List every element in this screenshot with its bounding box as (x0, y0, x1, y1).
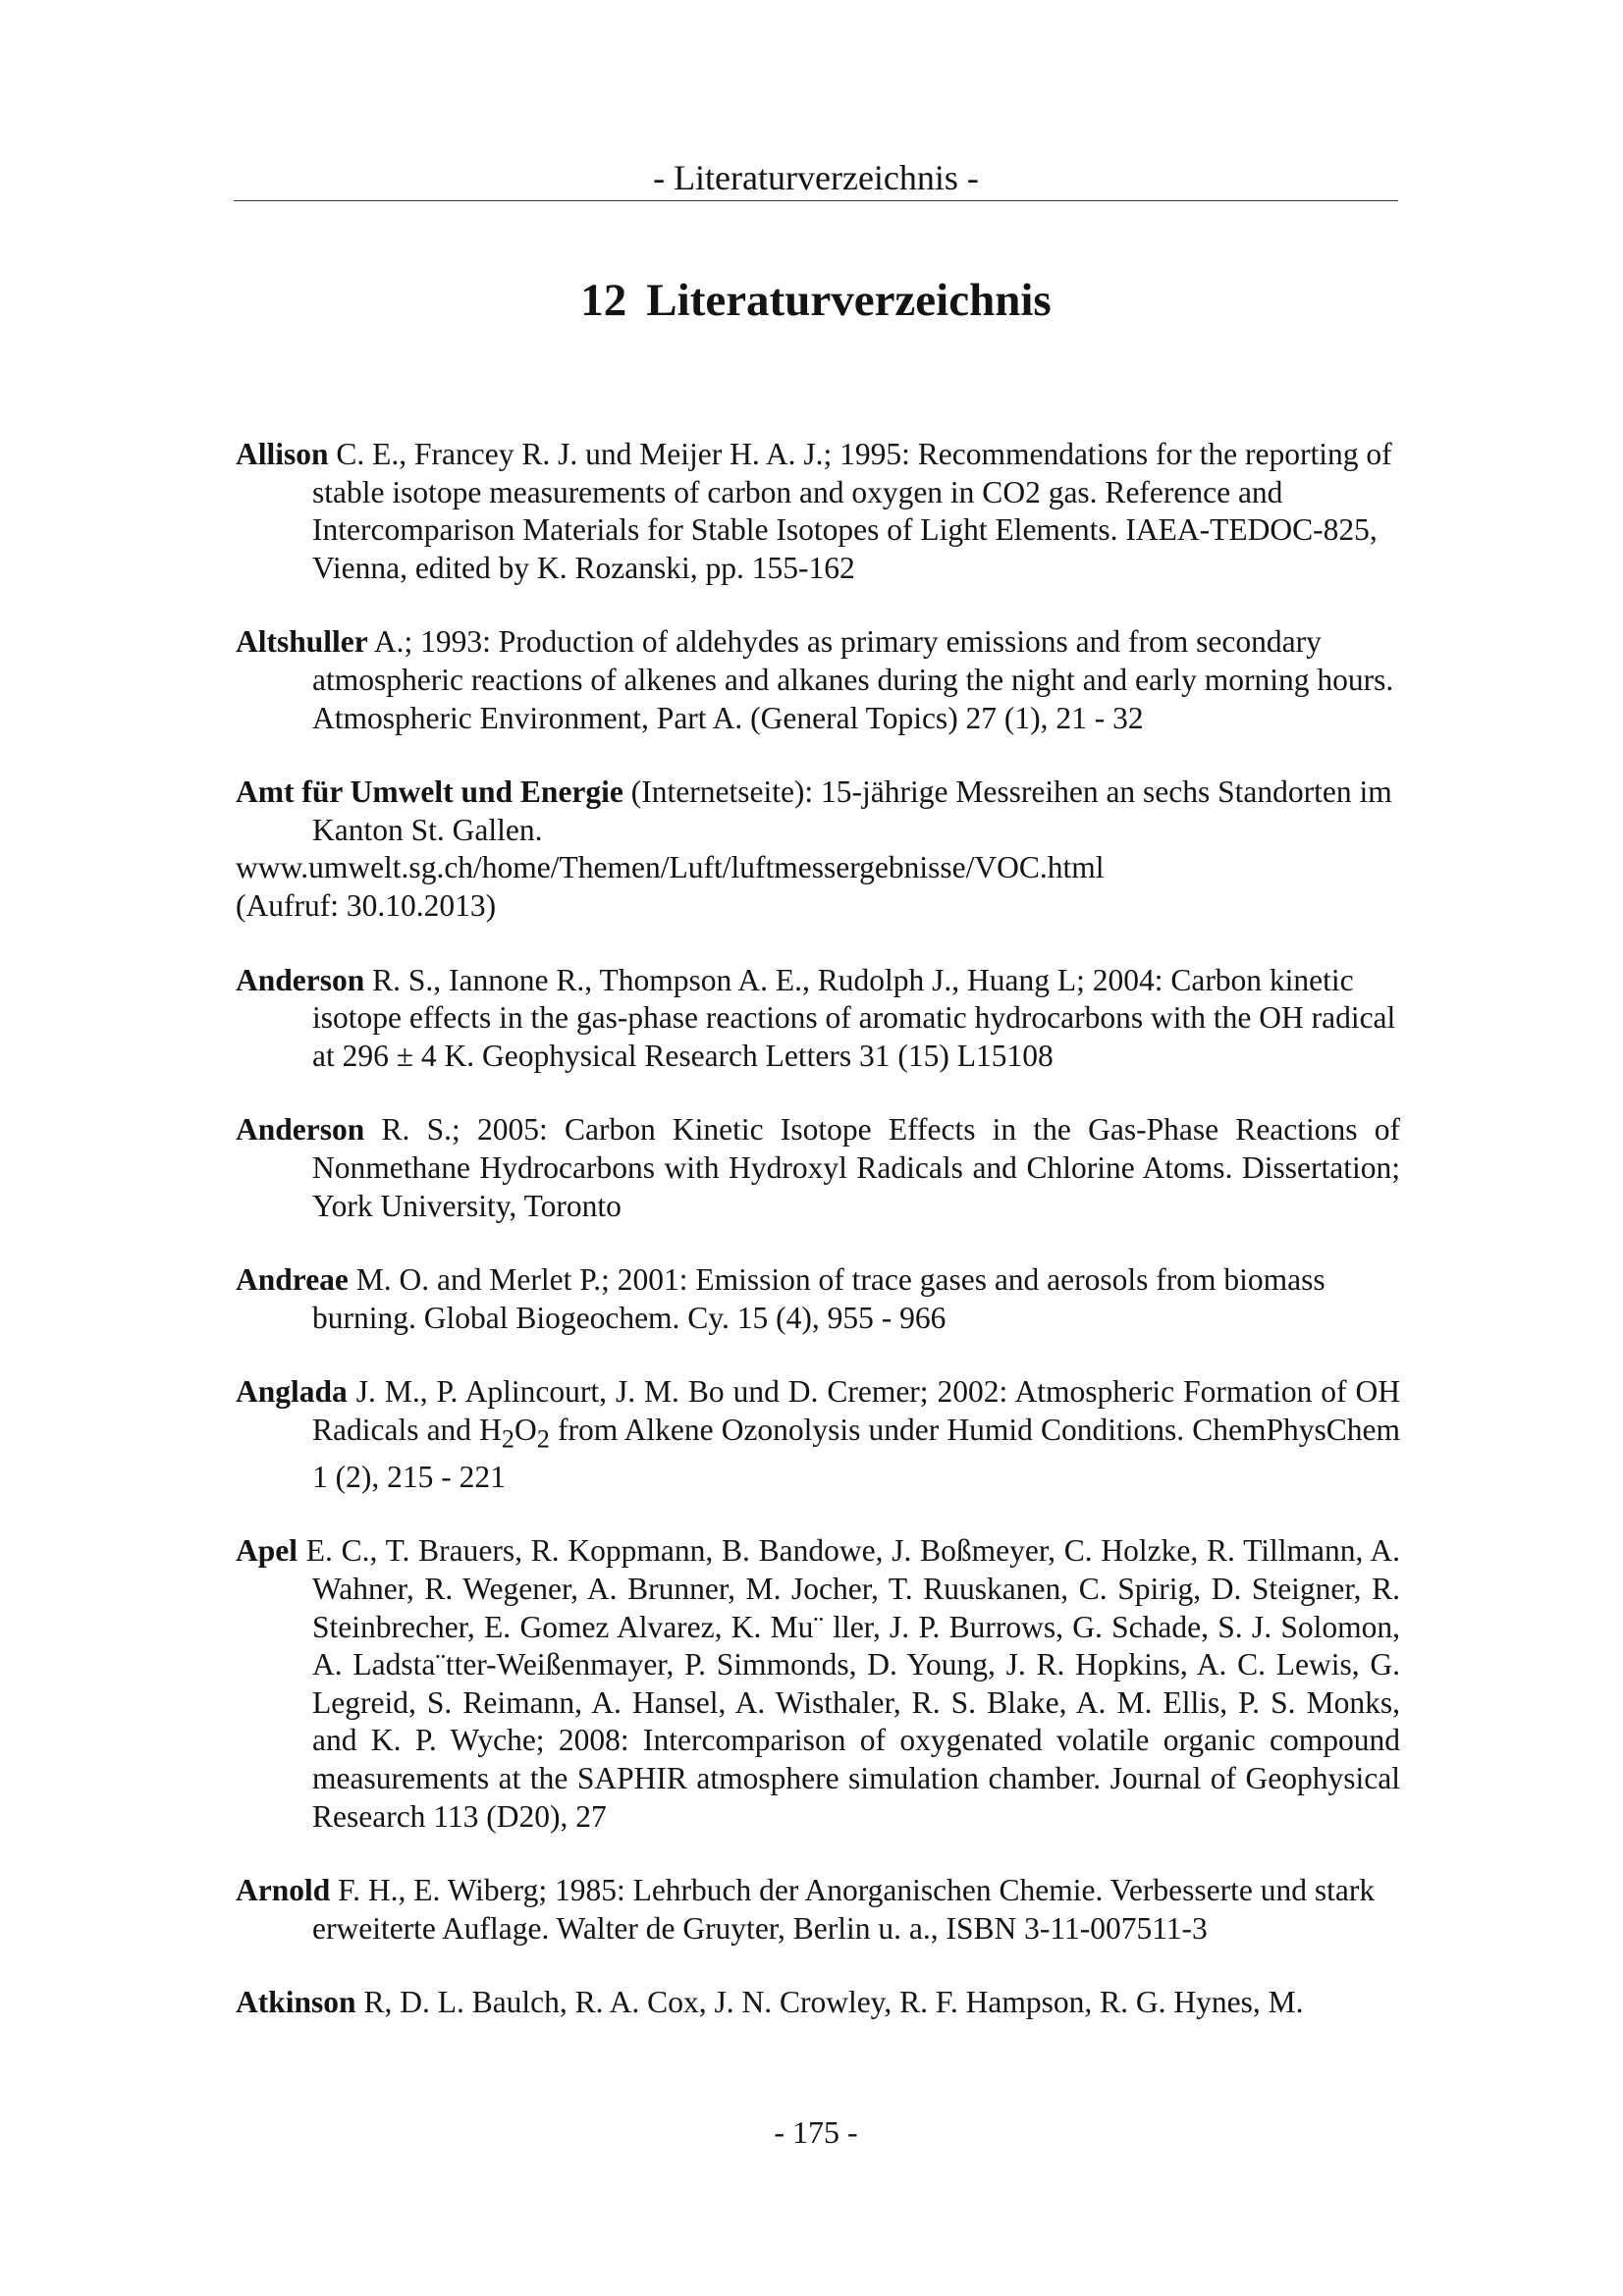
reference-text: A.; 1993: Production of aldehydes as primary emissions and from secondary atmospheric reactions of alkenes and alkanes during the night and early morning hours. Atmospheric Environment, Part A. (General Topics) 27 (1), 21 - 32 (312, 624, 1394, 735)
running-header: - Literaturverzeichnis - (234, 157, 1398, 201)
reference-entry (236, 436, 1400, 587)
reference-author: Arnold (236, 1873, 331, 1908)
reference-text: C. E., Francey R. J. und Meijer H. A. J.; 1995: Recommendations for the reporting of stable isotope measurements of carbon and oxygen in CO2 gas. Reference and Intercomparison Materials for Stable Isotopes of Light Elements. IAEA-TEDOC-825, Vienna, edited by K. Rozanski, pp. 155-162 (312, 437, 1392, 585)
reference-author: Atkinson (236, 1985, 356, 2020)
reference-entry (236, 1872, 1400, 1948)
reference-text: M. O. and Merlet P.; 2001: Emission of trace gases and aerosols from biomass burning. Global Biogeochem. Cy. 15 (4), 955 - 966 (312, 1262, 1325, 1335)
reference-access-date: (Aufruf: 30.10.2013) (236, 887, 497, 923)
reference-text: R. S., Iannone R., Thompson A. E., Rudolph J., Huang L; 2004: Carbon kinetic isotope effects in the gas-phase reactions of aromatic hydrocarbons with the OH radical at 296 ± 4 K. Geophysical Research Letters 31 (15) L15108 (312, 962, 1396, 1073)
reference-url: www.umwelt.sg.ch/home/Themen/Luft/luftmessergebnisse/VOC.html (236, 850, 1105, 885)
reference-entry (236, 774, 1400, 925)
reference-entry (236, 962, 1400, 1076)
reference-text: F. H., E. Wiberg; 1985: Lehrbuch der Anorganischen Chemie. Verbesserte und stark erweiterte Auflage. Walter de Gruyter, Berlin u. a., ISBN 3-11-007511-3 (312, 1873, 1376, 1946)
reference-author: Allison (236, 437, 329, 471)
page-number: - 175 - (774, 2114, 858, 2150)
reference-author: Andreae (236, 1262, 349, 1298)
subscript: 2 (501, 1424, 515, 1454)
chapter-title (234, 273, 1398, 328)
reference-author: Amt für Umwelt und Energie (236, 774, 623, 810)
reference-text: E. C., T. Brauers, R. Koppmann, B. Bandowe, J. Boßmeyer, C. Holzke, R. Tillmann, A. Wahner, R. Wegener, A. Brunner, M. Jocher, T. Ruuskanen, C. Spirig, D. Steigner, R. Steinbrecher, E. Gomez Alvarez, K. Mu¨ ller, J. P. Burrows, G. Schade, S. J. Solomon, A. Ladsta¨tter-Weißenmayer, P. Simmonds, D. Young, J. R. Hopkins, A. C. Lewis, G. Legreid, S. Reimann, A. Hansel, A. Wisthaler, R. S. Blake, A. M. Ellis, P. S. Monks, and K. P. Wyche; 2008: Intercomparison of oxygenated volatile organic compound measurements at the SAPHIR atmosphere simulation chamber. Journal of Geophysical Research 113 (D20), 27 (298, 1533, 1400, 1834)
reference-author: Apel (236, 1533, 298, 1569)
reference-list (236, 436, 1400, 2058)
reference-entry (236, 1373, 1400, 1496)
reference-entry (236, 1111, 1400, 1225)
chapter-number: 12 (580, 275, 627, 326)
reference-author: Altshuller (236, 624, 368, 660)
reference-entry (236, 1532, 1400, 1836)
reference-text: R, D. L. Baulch, R. A. Cox, J. N. Crowley, R. F. Hampson, R. G. Hynes, M. (355, 1985, 1304, 2020)
reference-text: from Alkene Ozonolysis under Humid Conditions. ChemPhysChem 1 (2), 215 - 221 (312, 1412, 1401, 1494)
reference-text: (Internetseite): 15-jährige Messreihen an sechs Standorten im Kanton St. Gallen. (312, 774, 1392, 847)
reference-author: Anderson (236, 962, 365, 997)
reference-author: Anglada (236, 1374, 348, 1410)
reference-text: R. S.; 2005: Carbon Kinetic Isotope Effects in the Gas-Phase Reactions of Nonmethane Hydrocarbons with Hydroxyl Radicals and Chlorine Atoms. Dissertation; York University, Toronto (312, 1112, 1400, 1223)
reference-entry (236, 1984, 1400, 2022)
subscript: 2 (536, 1424, 550, 1454)
reference-text: J. M., P. Aplincourt, J. M. Bo und D. Cremer; 2002: Atmospheric Formation of OH Radicals and H (312, 1374, 1400, 1447)
chapter-title-text: Literaturverzeichnis (646, 275, 1052, 326)
reference-entry (236, 1261, 1400, 1337)
reference-author: Anderson (236, 1112, 365, 1148)
reference-text: O (514, 1412, 537, 1447)
reference-entry (236, 623, 1400, 737)
